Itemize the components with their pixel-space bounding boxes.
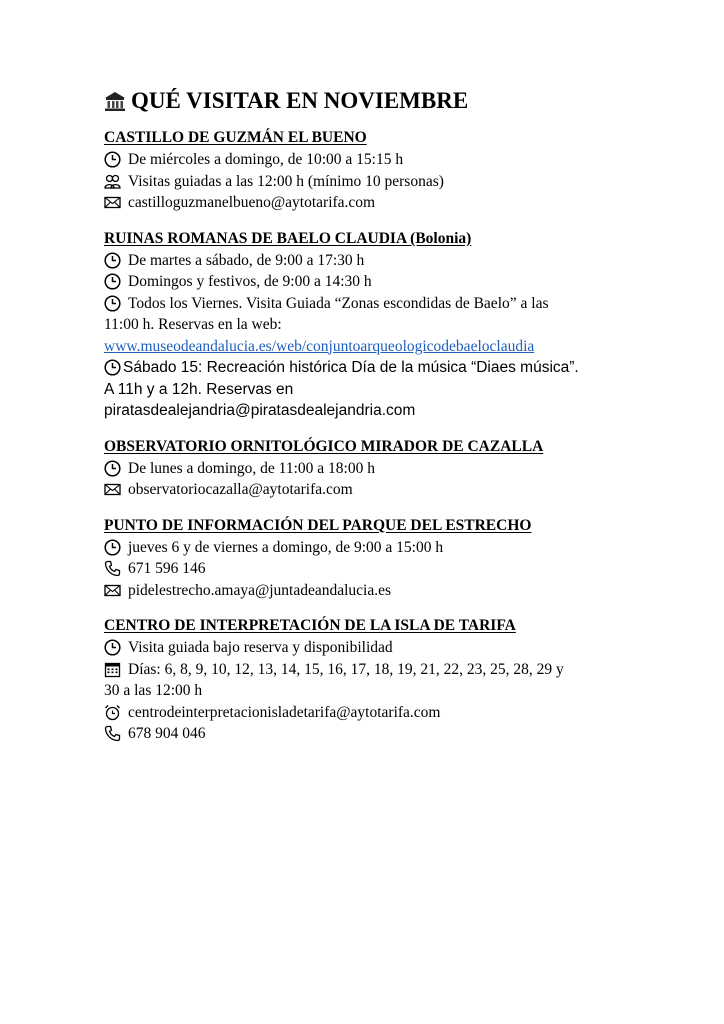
list-item [104,537,644,559]
section-heading: CENTRO DE INTERPRETACIÓN DE LA ISLA DE TARIFA [104,617,516,634]
link-line [104,336,644,358]
schedule-text: Domingos y festivos, de 9:00 a 14:30 h [128,273,372,290]
envelope-icon [104,194,121,211]
clock-icon [104,252,121,269]
museum-website-link[interactable]: www.museodeandalucia.es/web/conjuntoarqueologicodebaeloclaudia [104,337,535,355]
clock-icon [104,539,121,556]
phone-text: 671 596 146 [128,560,206,577]
list-item [104,580,644,602]
event-times-text: A 11h y a 12h. Reservas en [104,380,294,398]
list-item [104,637,644,659]
section-heading: PUNTO DE INFORMACIÓN DEL PARQUE DEL ESTRECHO [104,516,532,534]
clock-icon [104,460,121,477]
dates-text: Días: 6, 8, 9, 10, 12, 13, 14, 15, 16, 17, 18, 19, 21, 22, 23, 25, 28, 29 y [128,660,564,678]
email-text: centrodeinterpretacionisladetarifa@aytotarifa.com [128,703,441,721]
list-item [104,558,644,580]
dates-time-text: 30 a las 12:00 h [104,682,203,699]
calendar-icon [104,661,121,678]
page-title [104,86,644,116]
alarm-icon [104,704,121,721]
guided-visit-text: Visitas guiadas a las 12:00 h (mínimo 10 personas) [128,172,444,190]
list-item [104,293,644,315]
guided-visit-text: Todos los Viernes. Visita Guiada “Zonas escondidas de Baelo” a las [128,294,549,312]
section-parque-estrecho [104,515,644,602]
list-item [104,723,644,745]
list-item [104,479,644,501]
reservation-text: 11:00 h. Reservas en la web: [104,316,282,333]
section-baelo-claudia [104,228,644,422]
schedule-text: De lunes a domingo, de 11:00 a 18:00 h [128,459,375,477]
clock-icon [104,639,121,656]
clock-icon [104,273,121,290]
email-text: pidelestrecho.amaya@juntadeandalucia.es [128,581,392,599]
envelope-icon [104,582,121,599]
email-text: observatoriocazalla@aytotarifa.com [128,481,353,498]
list-item [104,702,644,724]
email-text: piratasdealejandria@piratasdealejandria.com [104,402,416,419]
phone-text: 678 904 046 [128,725,206,742]
section-heading: RUINAS ROMANAS DE BAELO CLAUDIA (Bolonia) [104,229,472,247]
schedule-text: De martes a sábado, de 9:00 a 17:30 h [128,251,365,269]
envelope-icon [104,481,121,498]
list-item [104,250,644,272]
list-item [104,659,644,681]
section-heading: OBSERVATORIO ORNITOLÓGICO MIRADOR DE CAZALLA [104,437,544,455]
list-item [104,149,644,171]
email-text: castilloguzmanelbueno@aytotarifa.com [128,194,376,211]
clock-icon [104,151,121,168]
schedule-text: De miércoles a domingo, de 10:00 a 15:15 h [128,151,404,168]
schedule-text: jueves 6 y de viernes a domingo, de 9:00 a 15:00 h [128,538,444,556]
list-item [104,458,644,480]
phone-icon [104,560,121,577]
event-text: Sábado 15: Recreación histórica Día de la música “Diaes música”. [123,359,579,376]
guided-visit-text: Visita guiada bajo reserva y disponibilidad [128,639,393,656]
clock-icon [104,359,121,376]
section-castillo [104,127,644,214]
people-icon [104,173,121,190]
section-observatorio [104,436,644,501]
list-item [104,271,644,293]
list-item [104,357,644,379]
list-item [104,192,644,214]
clock-icon [104,295,121,312]
museum-icon [104,90,126,112]
phone-icon [104,725,121,742]
page-title-text: QUÉ VISITAR EN NOVIEMBRE [131,88,469,113]
list-item [104,171,644,193]
section-heading: CASTILLO DE GUZMÁN EL BUENO [104,129,367,146]
document-page [104,86,644,745]
section-isla-tarifa [104,615,644,745]
